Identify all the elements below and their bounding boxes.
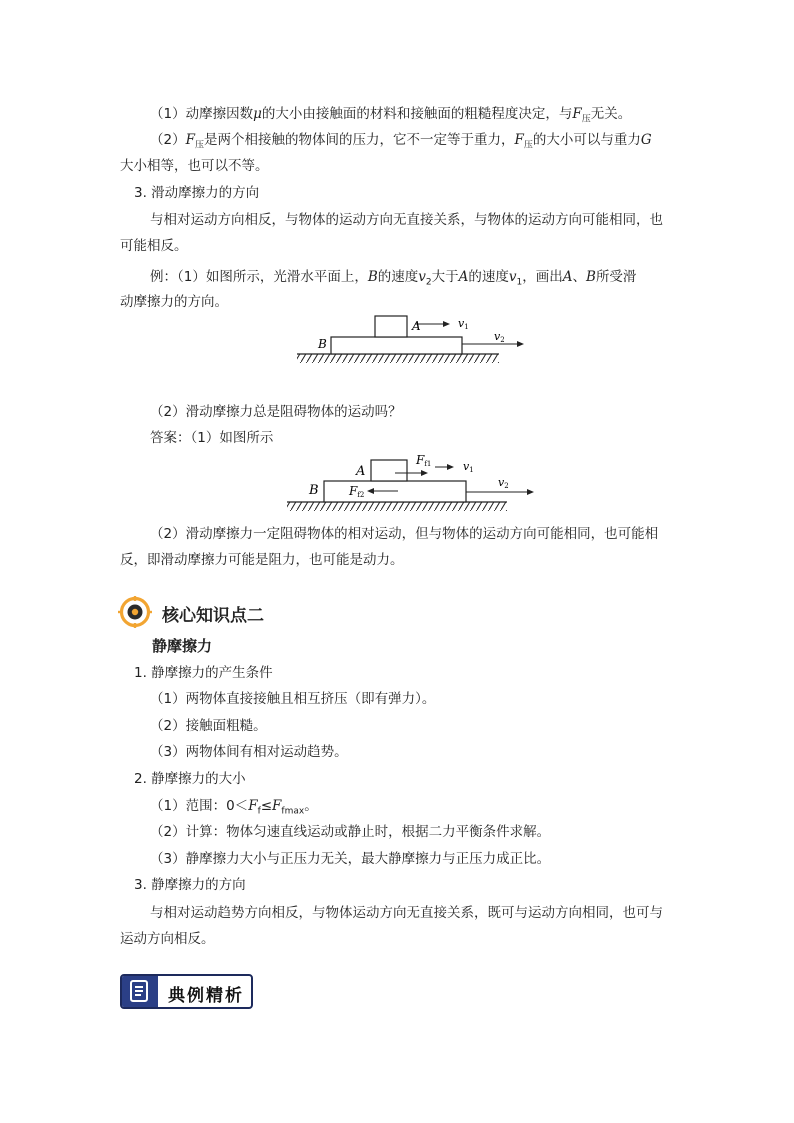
arrow-v1-head: [447, 464, 454, 470]
label-v2: v2: [494, 330, 505, 344]
condition-1: （1）两物体直接接触且相互挤压（即有弹力）。: [150, 691, 436, 707]
arrow-v2-head: [527, 489, 534, 495]
paragraph-direction: 与相对运动方向相反，与物体的运动方向无直接关系，与物体的运动方向可能相同，也: [150, 212, 663, 228]
block-a: [375, 316, 407, 337]
arrow-ff1-head: [421, 470, 428, 476]
ground-hatch: [287, 502, 507, 511]
target-icon: [118, 596, 152, 628]
label-v1: v1: [463, 460, 474, 474]
heading-static-direction: 3. 静摩擦力的方向: [134, 877, 246, 893]
question-2: （2）滑动摩擦力总是阻碍物体的运动吗？: [150, 404, 402, 420]
figure-blocks-answer: [285, 450, 545, 518]
example-badge: [120, 974, 253, 1009]
figure-blocks-question: [295, 312, 535, 368]
badge-label: 典例精析: [168, 986, 244, 1006]
example-question-cont: 动摩擦力的方向。: [120, 294, 228, 310]
label-ff1: Ff1: [416, 453, 432, 468]
magnitude-relation: （3）静摩擦力大小与正压力无关，最大静摩擦力与正压力成正比。: [150, 851, 551, 867]
document-icon: [122, 976, 158, 1007]
label-v2: v2: [498, 476, 509, 490]
heading-static-conditions: 1. 静摩擦力的产生条件: [134, 665, 273, 681]
label-a: A: [356, 464, 366, 479]
paragraph-normal-force: $(2)F_压$是两个相接触的物体间的压力，它不一定等于重力，$F_压$的大小可以与重力G: [150, 132, 652, 151]
block-a: [371, 460, 407, 481]
heading-static-magnitude: 2. 静摩擦力的大小: [134, 771, 246, 787]
direction-text-cont: 运动方向相反。: [120, 931, 215, 947]
answer-2: （2）滑动摩擦力一定阻碍物体的相对运动，但与物体的运动方向可能相同，也可能相: [150, 526, 659, 542]
ground-hatch: [297, 354, 499, 363]
label-a: A: [412, 319, 421, 333]
arrow-v2-head: [517, 341, 524, 347]
label-b: B: [318, 337, 327, 351]
heading-sliding-direction: 3. 滑动摩擦力的方向: [134, 185, 260, 201]
paragraph-direction-cont: 可能相反。: [120, 238, 188, 254]
section-title: 核心知识点二: [162, 606, 264, 626]
label-v1: v1: [458, 317, 469, 331]
label-ff2: Ff2: [349, 484, 365, 499]
direction-text: 与相对运动趋势方向相反，与物体运动方向无直接关系，既可与运动方向相同，也可与: [150, 905, 663, 921]
subsection-title: 静摩擦力: [152, 637, 213, 655]
block-b: [331, 337, 462, 354]
answer-2-cont: 反，即滑动摩擦力可能是阻力，也可能是动力。: [120, 552, 404, 568]
magnitude-range: （1）范围：$0<F_f\le F_{fmax}$。: [150, 798, 318, 817]
condition-3: （3）两物体间有相对运动趋势。: [150, 744, 348, 760]
answer-1: 答案：（1）如图所示: [150, 430, 274, 446]
condition-2: （2）接触面粗糙。: [150, 718, 267, 734]
arrow-v1-head: [443, 321, 450, 327]
paragraph-mu: （1）动摩擦因数μ的大小由接触面的材料和接触面的粗糙程度决定，与$F_压$无关。: [150, 106, 632, 125]
label-b: B: [309, 483, 319, 498]
example-question: 例：（1）如图所示，光滑水平面上，B的速度$v_2$大于A的速度$v_1$，画出A、B所受滑: [150, 269, 637, 288]
paragraph-normal-force-cont: 大小相等，也可以不等。: [120, 158, 269, 174]
magnitude-calc: （2）计算：物体匀速直线运动或静止时，根据二力平衡条件求解。: [150, 824, 551, 840]
